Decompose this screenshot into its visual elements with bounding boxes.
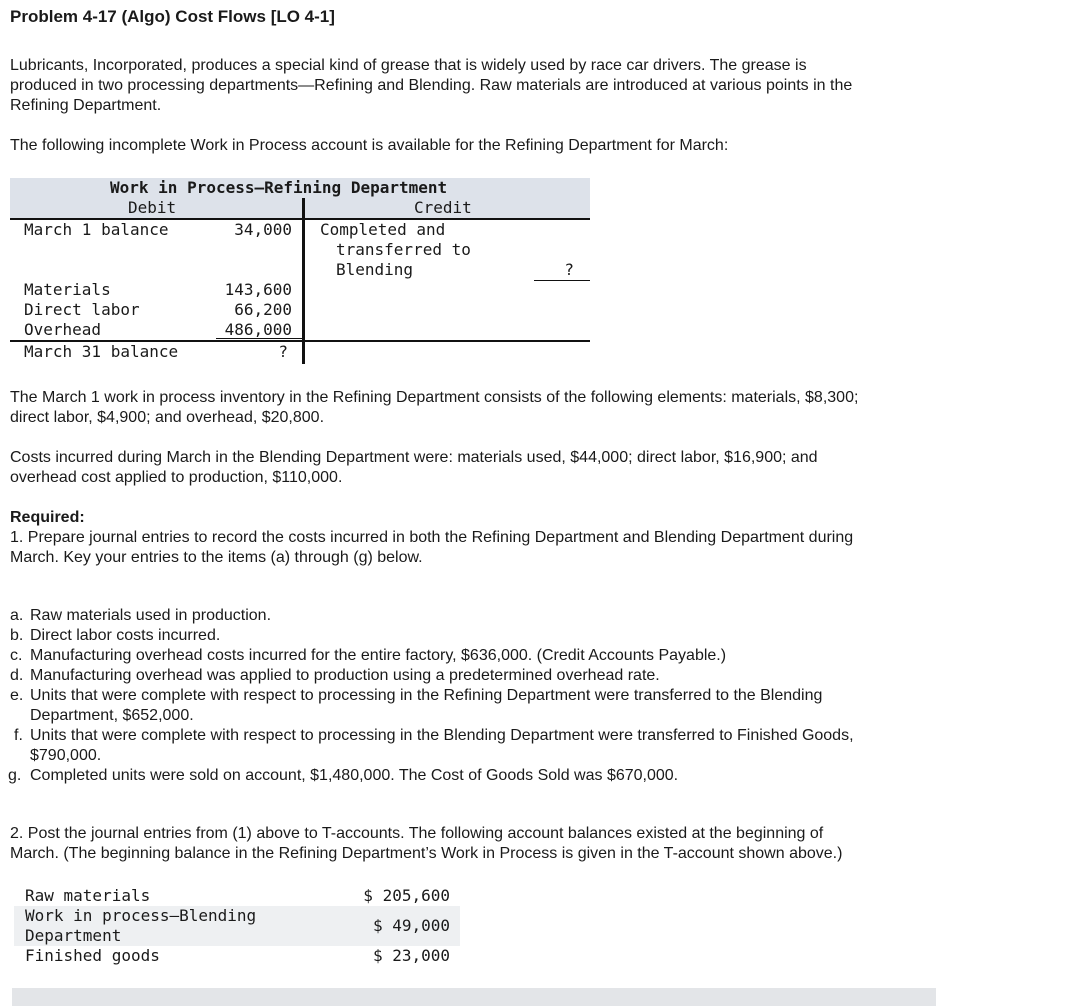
item-text: Manufacturing overhead was applied to production using a predetermined overhead rate. bbox=[30, 667, 660, 684]
answer-area-bar bbox=[12, 988, 936, 1006]
problem-title: Problem 4-17 (Algo) Cost Flows [LO 4-1] bbox=[10, 7, 335, 26]
list-item bbox=[10, 646, 1010, 666]
item-text: Completed units were sold on account, $1,480,000. The Cost of Goods Sold was $670,000. bbox=[30, 767, 679, 784]
item-marker: e. bbox=[10, 687, 24, 704]
debit-value: ? bbox=[278, 342, 288, 361]
list-item bbox=[10, 726, 1010, 766]
intro-paragraph-2 bbox=[10, 136, 1010, 156]
debit-label: March 1 balance bbox=[24, 220, 169, 239]
balance-label: Department bbox=[25, 926, 122, 945]
item-marker: c. bbox=[10, 647, 23, 664]
credit-label: Completed and bbox=[320, 220, 446, 239]
credit-header: Credit bbox=[414, 198, 472, 217]
balance-label: Raw materials bbox=[25, 886, 151, 905]
debit-value: 66,200 bbox=[234, 300, 292, 319]
info-line: The March 1 work in process inventory in the Refining Department consists of the following elements: materials, $8,300; bbox=[10, 389, 859, 406]
item-marker: g. bbox=[8, 767, 22, 784]
credit-label: Blending bbox=[336, 260, 414, 279]
table-row bbox=[14, 886, 460, 906]
debit-header: Debit bbox=[128, 198, 177, 217]
list-item bbox=[10, 626, 1010, 646]
item-text: Direct labor costs incurred. bbox=[30, 627, 221, 644]
debit-value: 143,600 bbox=[224, 280, 292, 299]
info-line: Costs incurred during March in the Blending Department were: materials used, $44,000; direct labor, $16,900; and bbox=[10, 449, 818, 466]
beginning-balances-table bbox=[14, 886, 460, 968]
item-text: Units that were complete with respect to processing in the Refining Department were transferred to the Blending bbox=[30, 687, 823, 704]
balance-value: $ 23,000 bbox=[372, 946, 450, 965]
list-item bbox=[10, 606, 1010, 626]
credit-label: transferred to bbox=[336, 240, 471, 259]
balance-value: $ 205,600 bbox=[363, 886, 450, 905]
table-row bbox=[14, 946, 460, 966]
info-paragraph-1 bbox=[10, 388, 1010, 428]
t-account-title: Work in Process—Refining Department bbox=[110, 178, 448, 197]
required-section bbox=[10, 508, 1010, 568]
required-heading: Required: bbox=[10, 509, 85, 526]
item-text: $790,000. bbox=[30, 747, 102, 764]
list-item bbox=[10, 686, 1010, 726]
intro-paragraph bbox=[10, 56, 1010, 116]
intro-line: produced in two processing departments—Refining and Blending. Raw materials are introduced at various points in the bbox=[10, 77, 853, 94]
item-marker: f. bbox=[14, 727, 23, 744]
list-item bbox=[10, 766, 1010, 786]
debit-label: March 31 balance bbox=[24, 342, 179, 361]
item-text: Raw materials used in production. bbox=[30, 607, 272, 624]
intro-line: The following incomplete Work in Process account is available for the Refining Department for March: bbox=[10, 137, 729, 154]
item-text: Units that were complete with respect to processing in the Blending Department were transferred to Finished Goods, bbox=[30, 727, 854, 744]
intro-line: Lubricants, Incorporated, produces a special kind of grease that is widely used by race car drivers. The grease is bbox=[10, 57, 807, 74]
credit-value: ? bbox=[564, 260, 574, 279]
credit-underline bbox=[534, 280, 590, 281]
item-text: Department, $652,000. bbox=[30, 707, 194, 724]
balance-value: $ 49,000 bbox=[372, 916, 450, 935]
debit-value: 486,000 bbox=[224, 320, 292, 339]
debit-label: Overhead bbox=[24, 320, 102, 339]
question-1-line: March. Key your entries to the items (a) through (g) below. bbox=[10, 549, 423, 566]
list-item bbox=[10, 666, 1010, 686]
info-line: direct labor, $4,900; and overhead, $20,800. bbox=[10, 409, 325, 426]
balance-label: Work in process—Blending bbox=[25, 906, 257, 925]
info-line: overhead cost applied to production, $110,000. bbox=[10, 469, 343, 486]
balance-label: Finished goods bbox=[25, 946, 160, 965]
item-marker: d. bbox=[10, 667, 24, 684]
t-account-refining bbox=[10, 178, 590, 364]
item-marker: b. bbox=[10, 627, 24, 644]
question-2-line: March. (The beginning balance in the Refining Department’s Work in Process is given in the T-account shown above.) bbox=[10, 845, 843, 862]
debit-label: Materials bbox=[24, 280, 111, 299]
debit-value: 34,000 bbox=[234, 220, 292, 239]
intro-line: Refining Department. bbox=[10, 97, 162, 114]
question-1-line: 1. Prepare journal entries to record the costs incurred in both the Refining Department and Blending Department during bbox=[10, 529, 854, 546]
question-2 bbox=[10, 824, 1010, 864]
item-text: Manufacturing overhead costs incurred for the entire factory, $636,000. (Credit Accounts Payable.) bbox=[30, 647, 727, 664]
debit-label: Direct labor bbox=[24, 300, 140, 319]
question-2-line: 2. Post the journal entries from (1) above to T-accounts. The following account balances existed at the beginning of bbox=[10, 825, 824, 842]
info-paragraph-2 bbox=[10, 448, 1010, 488]
item-marker: a. bbox=[10, 607, 24, 624]
table-row bbox=[14, 906, 460, 946]
items-list bbox=[10, 606, 1010, 786]
